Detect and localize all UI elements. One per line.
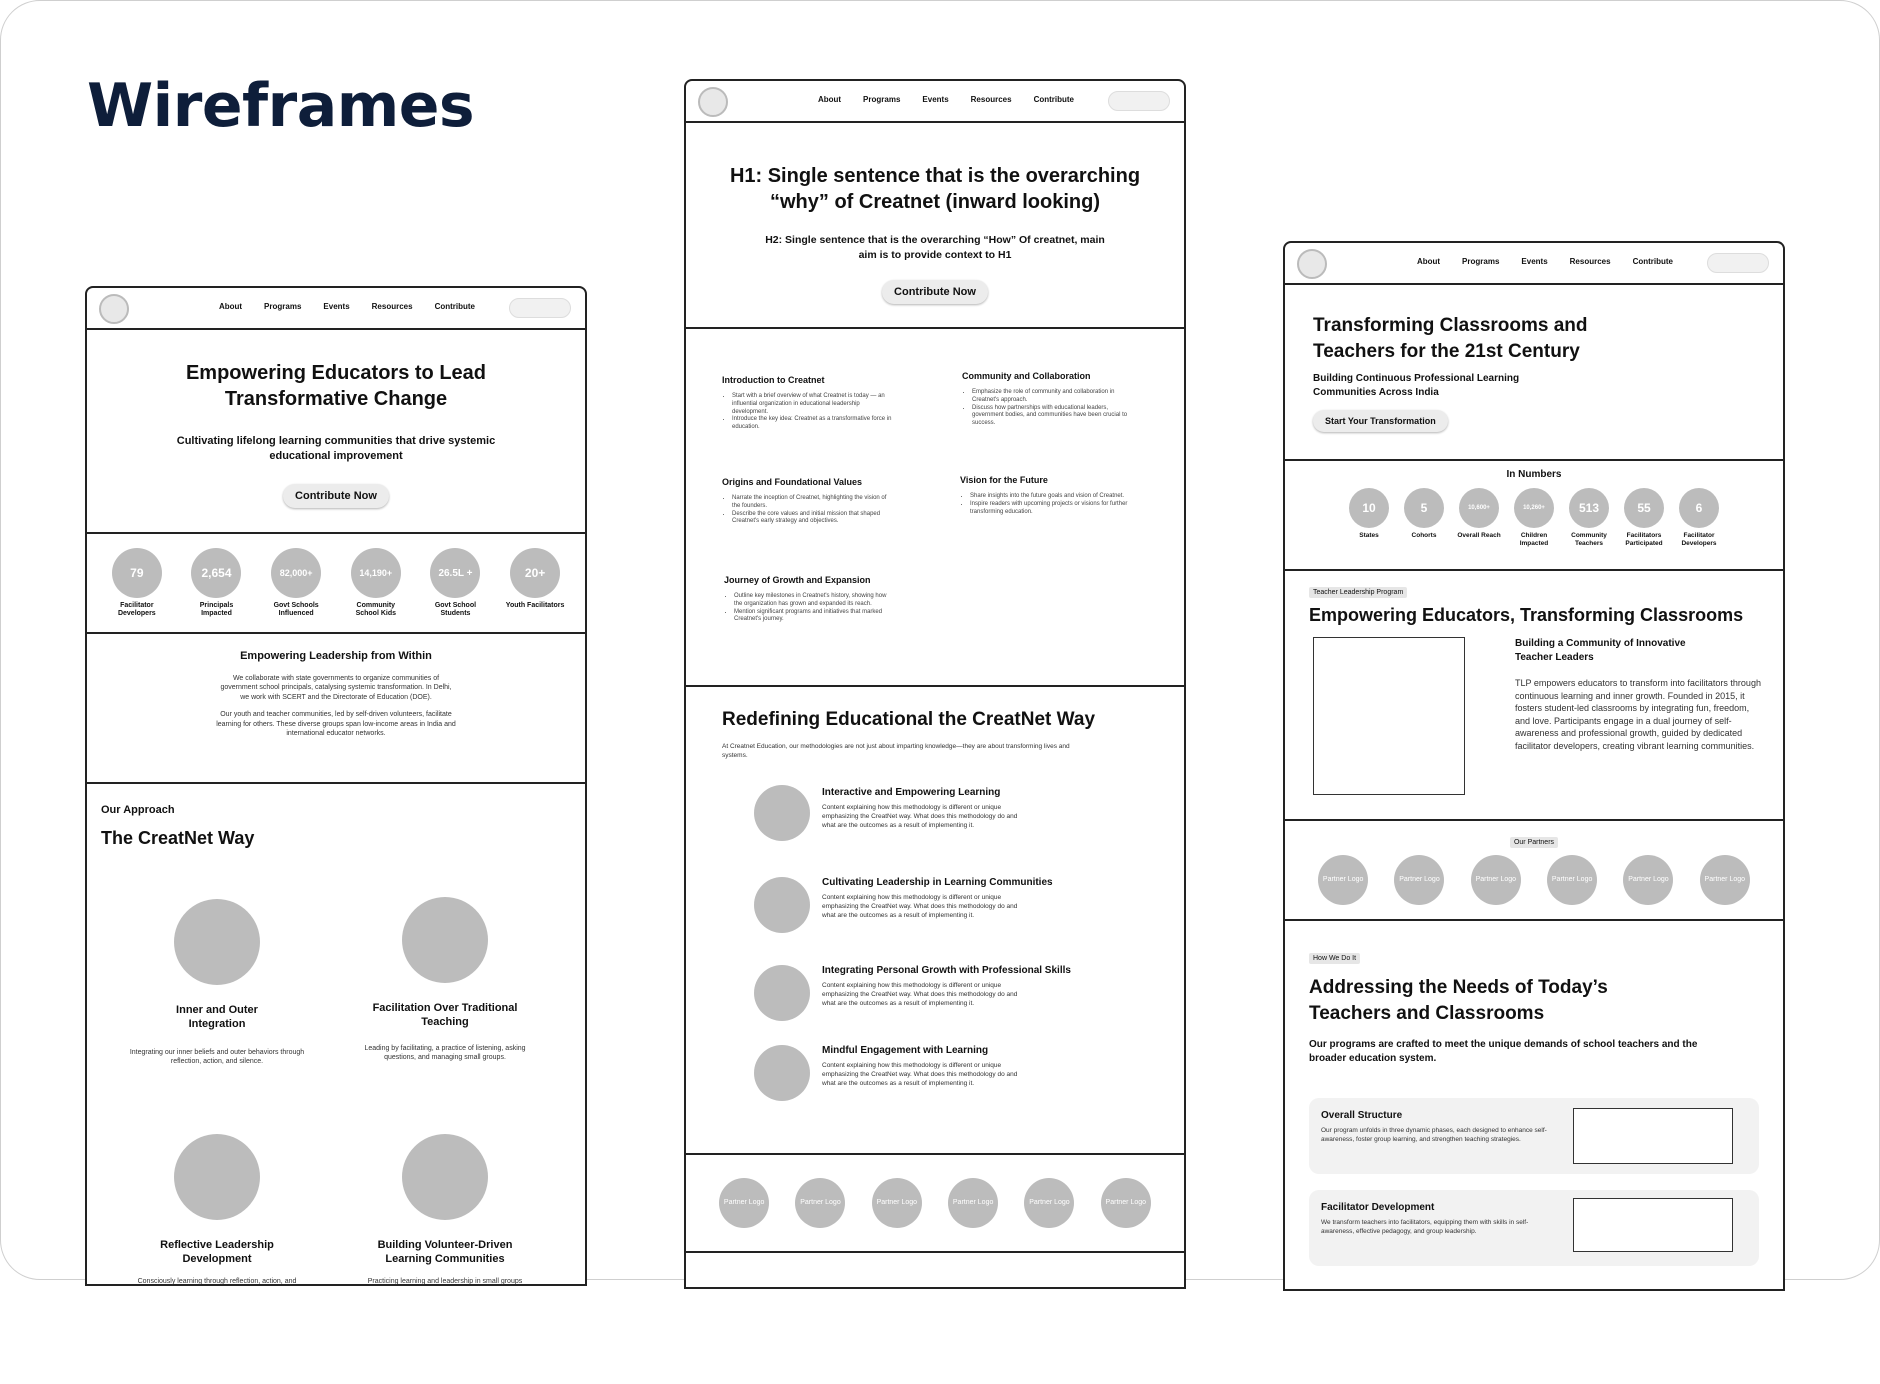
program-section [1285, 571, 1783, 821]
start-transformation-button[interactable]: Start Your Transformation [1313, 410, 1448, 432]
stats-section [87, 534, 585, 634]
partner-logo: Partner Logo [1394, 855, 1444, 905]
leadership-paragraph: We collaborate with state governments to organize communities of government school principals, catalysing systemic transformation. In Delhi, we work with SCERT and the Directorate of Education (DOE). [220, 675, 452, 701]
story-block: Journey of Growth and Expansion • Outline key milestones in Creatnet's history, showing how the organization has grown and expanded its reach. • Mention significant programs and initiatives that marked Creatnet's journey. [724, 575, 894, 624]
partners-section [1285, 821, 1783, 921]
how-section [1285, 921, 1783, 1266]
logo-placeholder[interactable] [698, 87, 728, 117]
nav-contribute[interactable]: Contribute [1632, 257, 1673, 266]
nav-events[interactable]: Events [922, 95, 949, 104]
nav-links [219, 302, 475, 311]
approach-title: The CreatNet Way [101, 828, 255, 848]
approach-item: Building Volunteer-Driven Learning Communities Practicing learning and leadership in small groups [345, 1134, 545, 1286]
nav-events[interactable]: Events [1521, 257, 1548, 266]
method-item: Interactive and Empowering Learning Content explaining how this methodology is different or unique emphasizing the CreatNet way. What does this methodology do and what are the outcomes as a result of implementing it. [754, 787, 1134, 841]
story-section [686, 329, 1184, 687]
stat-item: 513 Community Teachers [1563, 488, 1616, 548]
hero-h2: H2: Single sentence that is the overarching “How” Of creatnet, main aim is to provide context to H1 [765, 234, 1105, 261]
methodology-intro: At Creatnet Education, our methodologies are not just about imparting knowledge—they are about transforming lives and systems. [722, 743, 1070, 759]
partner-logo: Partner Logo [872, 1178, 922, 1228]
approach-section [87, 784, 585, 1384]
card-image-placeholder [1573, 1198, 1733, 1252]
approach-image-placeholder [174, 1134, 260, 1220]
method-image-placeholder [754, 785, 810, 841]
stat-item: 14,190+ Community School Kids [346, 548, 406, 619]
leadership-paragraph: Our youth and teacher communities, led by self-driven volunteers, facilitate learning for others. These diverse groups span low-income areas in India and international educator networks. [216, 711, 456, 738]
partner-logo: Partner Logo [948, 1178, 998, 1228]
hero-title: Empowering Educators to Lead Transformative Change [185, 362, 487, 410]
how-tag: How We Do It [1309, 953, 1360, 964]
partner-logo: Partner Logo [795, 1178, 845, 1228]
nav-bar [87, 288, 585, 330]
hero-section [686, 123, 1184, 329]
stat-item: 20+ Youth Facilitators [505, 548, 565, 610]
how-title: Addressing the Needs of Today’s Teachers and Classrooms [1309, 977, 1608, 1024]
logo-placeholder[interactable] [1297, 249, 1327, 279]
program-tag: Teacher Leadership Program [1309, 587, 1407, 598]
logo-placeholder[interactable] [99, 294, 129, 324]
program-description: TLP empowers educators to transform into facilitators through continuous learning and inner growth. Founded in 2015, it fosters student-led classrooms by integrating fun, freedom, and love. Participants engage in a dual journey of self-awareness and professional growth, guided by dedicated facilitator developers, creating vibrant learning communities. [1515, 678, 1761, 751]
nav-bar [686, 81, 1184, 123]
partners-tag: Our Partners [1510, 837, 1558, 848]
stat-item: 79 Facilitator Developers [107, 548, 167, 619]
nav-events[interactable]: Events [323, 302, 350, 311]
nav-programs[interactable]: Programs [1462, 257, 1500, 266]
nav-bar [1285, 243, 1783, 285]
story-block: Vision for the Future • Share insights into the future goals and vision of Creatnet. • Inspire readers with upcoming projects or visions for further transforming education. [960, 475, 1130, 516]
approach-image-placeholder [174, 899, 260, 985]
story-block: Introduction to Creatnet • Start with a brief overview of what Creatnet is today — an influential organization in educational leadership development. • Introduce the key idea: Creatnet as a transformative force in education. [722, 375, 892, 432]
approach-item: Facilitation Over Traditional Teaching Leading by facilitating, a practice of listening, asking questions, and managing small groups. [345, 897, 545, 1062]
nav-search-pill[interactable] [1707, 253, 1769, 273]
stat-item: 10,260+ Children Impacted [1508, 488, 1561, 548]
stat-item: 82,000+ Govt Schools Influenced [266, 548, 326, 619]
nav-about[interactable]: About [1416, 257, 1441, 266]
hero-subtitle: Cultivating lifelong learning communities that drive systemic educational improvement [176, 435, 496, 462]
nav-resources[interactable]: Resources [371, 302, 413, 311]
nav-programs[interactable]: Programs [264, 302, 302, 311]
nav-resources[interactable]: Resources [1569, 257, 1611, 266]
nav-contribute[interactable]: Contribute [1033, 95, 1074, 104]
nav-search-pill[interactable] [509, 298, 571, 318]
partner-logo: Partner Logo [1547, 855, 1597, 905]
leadership-section [87, 634, 585, 784]
nav-links [818, 95, 1074, 104]
facilitator-card[interactable]: Facilitator Development We transform teachers into facilitators, equipping them with skills in self-awareness, effective pedagogy, and group leadership. [1309, 1190, 1759, 1266]
hero-section [1285, 285, 1783, 461]
stat-item: 26.5L + Govt School Students [425, 548, 485, 619]
nav-programs[interactable]: Programs [863, 95, 901, 104]
partner-logo: Partner Logo [1700, 855, 1750, 905]
card-image-placeholder [1573, 1108, 1733, 1164]
how-subtitle: Our programs are crafted to meet the unique demands of school teachers and the broader education system. [1309, 1039, 1698, 1065]
contribute-button[interactable]: Contribute Now [283, 484, 389, 508]
stat-item: 10,600+ Overall Reach [1453, 488, 1506, 548]
structure-card[interactable]: Overall Structure Our program unfolds in three dynamic phases, each designed to enhance self-awareness, foster group learning, and strengthen teaching strategies. [1309, 1098, 1759, 1174]
stat-item: 6 Facilitator Developers [1673, 488, 1726, 548]
program-title: Empowering Educators, Transforming Classrooms [1309, 605, 1744, 625]
approach-label: Our Approach [101, 804, 175, 816]
numbers-section [1285, 461, 1783, 571]
nav-about[interactable]: About [817, 95, 842, 104]
method-item: Mindful Engagement with Learning Content explaining how this methodology is different or unique emphasizing the CreatNet way. What does this methodology do and what are the outcomes as a result of implementing it. [754, 1045, 1134, 1101]
hero-subtitle: Building Continuous Professional Learning Communities Across India [1313, 373, 1520, 399]
partner-logo: Partner Logo [1623, 855, 1673, 905]
partner-logo: Partner Logo [719, 1178, 769, 1228]
program-image-placeholder [1313, 637, 1465, 795]
approach-image-placeholder [402, 1134, 488, 1220]
wireframe-program [1283, 241, 1785, 1291]
story-block: Community and Collaboration • Emphasize the role of community and collaboration in Creatnet's approach. • Discuss how partnerships with educational leaders, government bodies, and communities have been crucial to success. [962, 371, 1132, 428]
partner-logo: Partner Logo [1024, 1178, 1074, 1228]
nav-resources[interactable]: Resources [970, 95, 1012, 104]
approach-item: Inner and Outer Integration Integrating our inner beliefs and outer behaviors through reflection, action, and silence. [117, 899, 317, 1066]
stat-item: 2,654 Principals Impacted [186, 548, 246, 619]
method-item: Cultivating Leadership in Learning Communities Content explaining how this methodology is different or unique emphasizing the CreatNet way. What does this methodology do and what are the outcomes as a result of implementing it. [754, 877, 1134, 933]
leadership-title: Empowering Leadership from Within [240, 650, 432, 662]
partner-logo: Partner Logo [1318, 855, 1368, 905]
wireframe-home [85, 286, 587, 1286]
approach-image-placeholder [402, 897, 488, 983]
partners-section [686, 1155, 1184, 1253]
nav-about[interactable]: About [218, 302, 243, 311]
wireframe-about [684, 79, 1186, 1289]
stat-item: 55 Facilitators Participated [1618, 488, 1671, 548]
hero-h1: H1: Single sentence that is the overarching “why” of Creatnet (inward looking) [729, 165, 1141, 213]
approach-item: Reflective Leadership Development Consciously learning through reflection, action, and [117, 1134, 317, 1286]
method-image-placeholder [754, 965, 810, 1021]
contribute-button[interactable]: Contribute Now [882, 280, 988, 304]
hero-title: Transforming Classrooms and Teachers for the 21st Century [1313, 315, 1588, 362]
page-title: Wireframes [87, 71, 475, 141]
program-subtitle: Building a Community of Innovative Teacher Leaders [1515, 638, 1686, 663]
stat-item: 10 States [1343, 488, 1396, 548]
partner-logo: Partner Logo [1471, 855, 1521, 905]
method-item: Integrating Personal Growth with Professional Skills Content explaining how this methodology is different or unique emphasizing the CreatNet way. What does this methodology do and what are the outcomes as a result of implementing it. [754, 965, 1154, 1021]
nav-contribute[interactable]: Contribute [434, 302, 475, 311]
method-image-placeholder [754, 1045, 810, 1101]
nav-search-pill[interactable] [1108, 91, 1170, 111]
nav-links [1417, 257, 1673, 266]
method-image-placeholder [754, 877, 810, 933]
methodology-title: Redefining Educational the CreatNet Way [722, 709, 1096, 730]
partner-logo: Partner Logo [1101, 1178, 1151, 1228]
methodology-section [686, 687, 1184, 1155]
stat-item: 5 Cohorts [1398, 488, 1451, 548]
hero-section [87, 330, 585, 534]
story-block: Origins and Foundational Values • Narrate the inception of Creatnet, highlighting the vision of the founders. • Describe the core values and initial mission that shaped Creatnet's early strategy and objectives. [722, 477, 892, 526]
numbers-title: In Numbers [1506, 469, 1562, 480]
